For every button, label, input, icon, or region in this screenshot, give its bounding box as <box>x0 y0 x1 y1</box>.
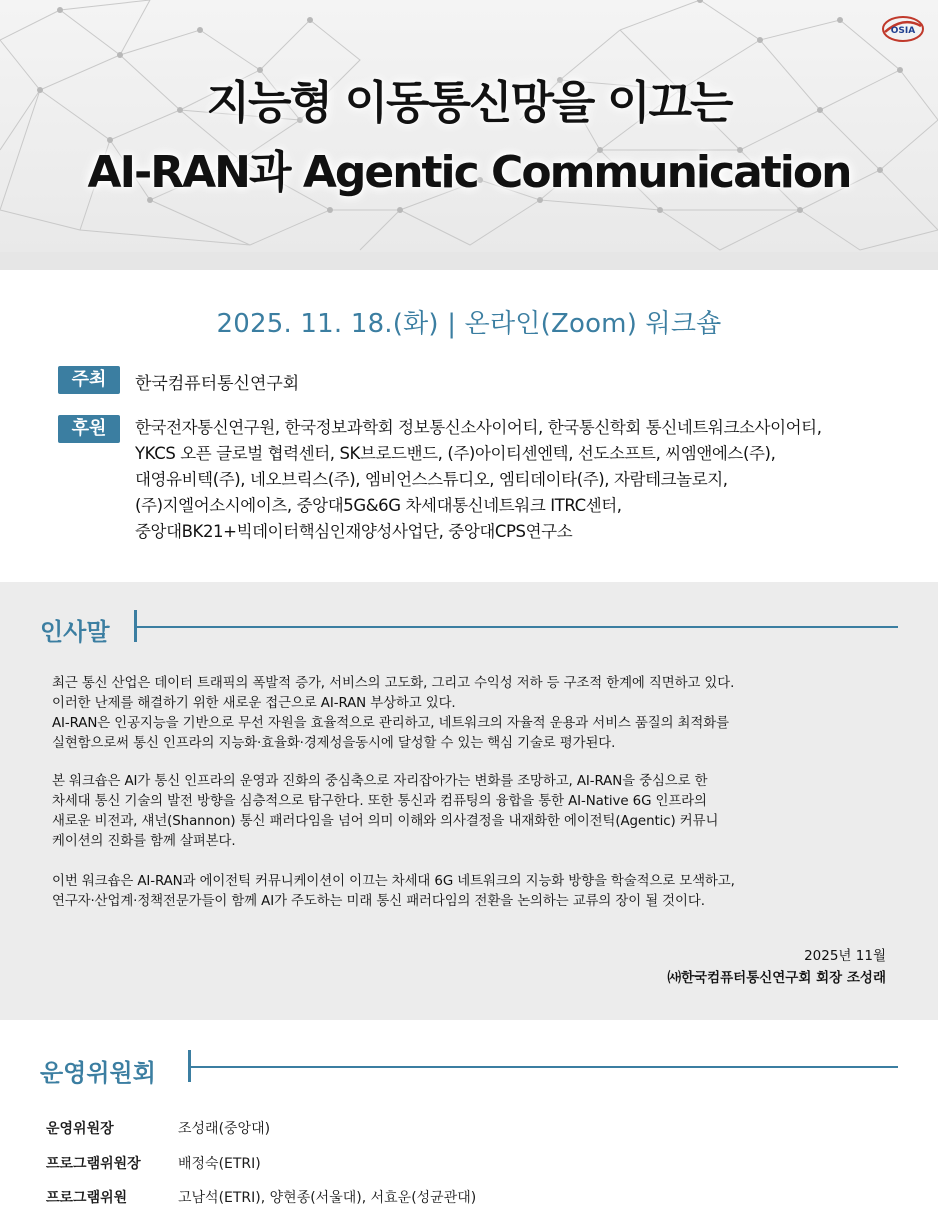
sponsor-line: 한국전자통신연구원, 한국정보과학회 정보통신소사이어티, 한국통신학회 통신네트워크소사이어티, <box>135 418 822 437</box>
osia-logo-icon <box>880 12 926 46</box>
committee-heading: 운영위원회 <box>40 1059 156 1087</box>
sponsor-line: YKCS 오픈 글로벌 협력센터, SK브로드밴드, (주)아이티센엔텍, 선도소프트, 씨엠앤에스(주), <box>135 444 776 463</box>
sponsor-list <box>135 415 925 545</box>
host-badge: 주최 <box>58 366 120 394</box>
sponsor-badge: 후원 <box>58 415 120 443</box>
committee-role: 프로그램위원장 <box>46 1156 141 1172</box>
committee-names: 고남석(ETRI), 양현종(서울대), 서효운(성균관대) <box>178 1190 477 1206</box>
committee-names: 조성래(중앙대) <box>178 1121 271 1137</box>
committee-names: 배정숙(ETRI) <box>178 1156 261 1172</box>
title-line-1: 지능형 이동통신망을 이끄는 <box>206 76 732 129</box>
divider-strip <box>0 252 938 270</box>
heading-rule <box>188 1066 898 1068</box>
greeting-paragraph-2: 본 워크숍은 AI가 통신 인프라의 운영과 진화의 중심축으로 자리잡아가는 변화를 조망하고, AI-RAN을 중심으로 한 차세대 통신 기술의 발전 방향을 심층적으로 탐구한다. 또한 통신과 컴퓨팅의 융합을 통한 AI-Native 6G 인프라의 새로운 비전과, 섀넌(Shannon) 통신 패러다임을 넘어 의미 이해와 의사결정을 내재화한 에이전틱(Agentic) 커뮤니 케이션의 진화를 함께 살펴본다. <box>52 774 719 849</box>
greeting-heading: 인사말 <box>40 618 110 646</box>
greeting-paragraph-3: 이번 워크숍은 AI-RAN과 에이전틱 커뮤니케이션이 이끄는 차세대 6G 네트워크의 지능화 방향을 학술적으로 모색하고, 연구자·산업계·정책전문가들이 함께 AI가 주도하는 미래 통신 패러다임의 전환을 논의하는 교류의 장이 될 것이다. <box>52 874 735 909</box>
sponsor-line: 중앙대BK21+빅데이터핵심인재양성사업단, 중앙대CPS연구소 <box>135 522 573 541</box>
committee-role: 프로그램위원 <box>46 1190 128 1206</box>
sponsor-line: (주)지엘어소시에이츠, 중앙대5G&6G 차세대통신네트워크 ITRC센터, <box>135 496 622 515</box>
heading-rule <box>134 626 898 628</box>
greeting-panel <box>0 582 938 1020</box>
committee-role: 운영위원장 <box>46 1121 114 1137</box>
host-text: 한국컴퓨터통신연구회 <box>135 374 300 394</box>
signature-date: 2025년 11월 <box>804 948 886 964</box>
sponsor-line: 대영유비텍(주), 네오브릭스(주), 엠비언스스튜디오, 엠티데이타(주), 자람테크놀로지, <box>135 470 728 489</box>
event-date-line: 2025. 11. 18.(화) | 온라인(Zoom) 워크숍 <box>216 309 722 339</box>
greeting-paragraph-1: 최근 통신 산업은 데이터 트래픽의 폭발적 증가, 서비스의 고도화, 그리고 수익성 저하 등 구조적 한계에 직면하고 있다. 이러한 난제를 해결하기 위한 새로운 접근으로 AI-RAN 부상하고 있다. AI-RAN은 인공지능을 기반으로 무선 자원을 효율적으로 관리하고, 네트워크의 자율적 운용과 서비스 품질의 최적화를 실현함으로써 통신 인프라의 지능화·효율화·경제성을동시에 달성할 수 있는 핵심 기술로 평가된다. <box>52 676 735 751</box>
signature-name: ㈔한국컴퓨터통신연구회 회장 조성래 <box>667 970 886 986</box>
hero-banner <box>0 0 938 252</box>
title-line-2: AI-RAN과 Agentic Communication <box>87 147 851 198</box>
svg-text:OSIA: OSIA <box>890 26 916 36</box>
